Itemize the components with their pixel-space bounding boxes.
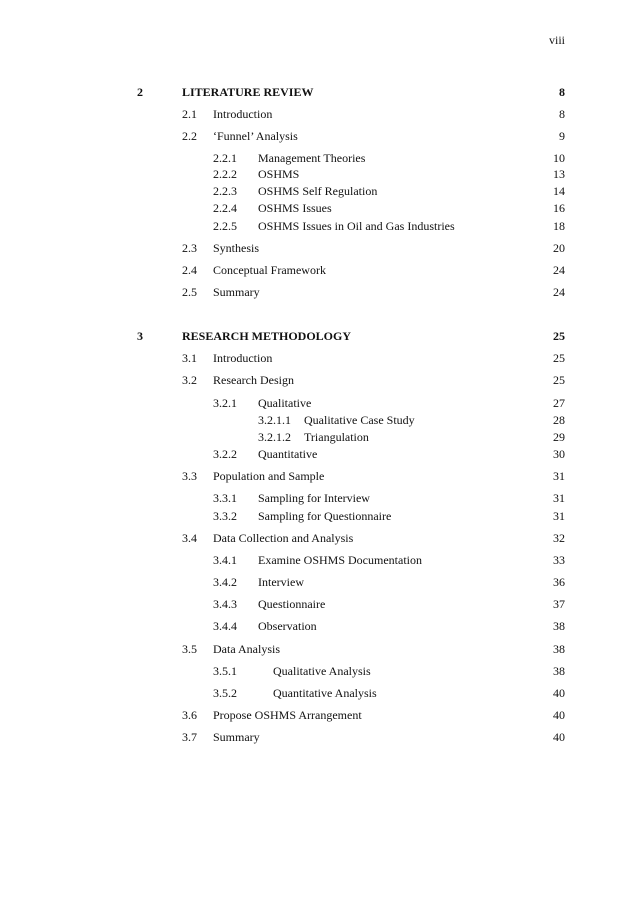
toc-subsection-3-4-2[interactable]	[0, 574, 638, 590]
subsection-title: Quantitative Analysis	[273, 686, 377, 700]
subsubsection-title: Triangulation	[304, 430, 369, 444]
section-number: 2.4	[182, 263, 197, 277]
page-ref: 37	[553, 597, 565, 611]
toc-chapter-2[interactable]	[0, 84, 638, 100]
page-ref: 10	[553, 151, 565, 165]
page-ref: 32	[553, 531, 565, 545]
subsection-title: Sampling for Interview	[258, 491, 370, 505]
toc-subsection-3-2-2[interactable]	[0, 446, 638, 462]
toc-section-3-2[interactable]	[0, 372, 638, 388]
section-number: 3.5	[182, 642, 197, 656]
section-number: 3.6	[182, 708, 197, 722]
toc-section-3-7[interactable]	[0, 729, 638, 745]
subsection-title: Sampling for Questionnaire	[258, 509, 392, 523]
toc-section-3-5[interactable]	[0, 641, 638, 657]
section-number: 3.7	[182, 730, 197, 744]
section-title: ‘Funnel’ Analysis	[213, 129, 298, 143]
page-ref: 40	[553, 708, 565, 722]
toc-section-3-3[interactable]	[0, 468, 638, 484]
page-ref: 29	[553, 430, 565, 444]
toc-subsubsection-3-2-1-2[interactable]	[0, 429, 638, 445]
page-ref: 27	[553, 396, 565, 410]
subsection-title: Examine OSHMS Documentation	[258, 553, 422, 567]
subsection-title: Observation	[258, 619, 317, 633]
toc-subsection-3-4-3[interactable]	[0, 596, 638, 612]
subsection-title: Interview	[258, 575, 304, 589]
section-number: 3.4	[182, 531, 197, 545]
section-title: Synthesis	[213, 241, 260, 255]
page-ref: 9	[559, 129, 565, 143]
toc-subsection-2-2-2[interactable]	[0, 166, 638, 182]
toc-subsection-2-2-1[interactable]	[0, 150, 638, 166]
subsection-title: OSHMS Self Regulation	[258, 184, 378, 198]
page-ref: 14	[553, 184, 565, 198]
page-ref: 28	[553, 413, 565, 427]
page-ref: 13	[553, 167, 565, 181]
subsection-number: 2.2.4	[213, 201, 237, 215]
page-ref: 30	[553, 447, 565, 461]
page-ref: 38	[553, 642, 565, 656]
page-ref: 20	[553, 241, 565, 255]
page-number: viii	[548, 33, 565, 47]
toc-section-3-6[interactable]	[0, 707, 638, 723]
toc-section-3-4[interactable]	[0, 530, 638, 546]
subsection-number: 3.4.3	[213, 597, 237, 611]
section-title: Population and Sample	[213, 469, 325, 483]
subsection-number: 3.4.2	[213, 575, 237, 589]
toc-chapter-3[interactable]	[0, 328, 638, 344]
toc-subsubsection-3-2-1-1[interactable]	[0, 412, 638, 428]
subsection-title: OSHMS	[258, 167, 300, 181]
section-title: Data Collection and Analysis	[213, 531, 354, 545]
chapter-number: 2	[137, 85, 143, 99]
subsection-title: OSHMS Issues in Oil and Gas Industries	[258, 219, 455, 233]
page-ref: 31	[553, 491, 565, 505]
section-title: Summary	[213, 730, 260, 744]
section-title: Data Analysis	[213, 642, 280, 656]
section-number: 2.1	[182, 107, 197, 121]
chapter-number: 3	[137, 329, 143, 343]
toc-subsection-3-3-1[interactable]	[0, 490, 638, 506]
subsection-number: 2.2.3	[213, 184, 237, 198]
subsection-title: Management Theories	[258, 151, 366, 165]
subsection-number: 3.4.1	[213, 553, 237, 567]
section-title: Propose OSHMS Arrangement	[213, 708, 362, 722]
page-ref: 16	[553, 201, 565, 215]
subsection-number: 3.3.1	[213, 491, 237, 505]
section-number: 2.2	[182, 129, 197, 143]
page-ref: 36	[553, 575, 565, 589]
subsection-number: 3.3.2	[213, 509, 237, 523]
section-number: 3.3	[182, 469, 197, 483]
toc-subsection-2-2-5[interactable]	[0, 218, 638, 234]
subsection-number: 2.2.1	[213, 151, 237, 165]
section-number: 2.5	[182, 285, 197, 299]
page-ref: 8	[559, 85, 565, 99]
toc-subsection-3-4-1[interactable]	[0, 552, 638, 568]
subsection-title: Questionnaire	[258, 597, 326, 611]
toc-subsection-3-4-4[interactable]	[0, 618, 638, 634]
toc-section-2-4[interactable]	[0, 262, 638, 278]
subsubsection-number: 3.2.1.2	[258, 430, 291, 444]
page-ref: 25	[553, 329, 565, 343]
page-ref: 40	[553, 686, 565, 700]
toc-section-2-2[interactable]	[0, 128, 638, 144]
page-ref: 38	[553, 619, 565, 633]
subsection-number: 3.4.4	[213, 619, 237, 633]
toc-section-2-1[interactable]	[0, 106, 638, 122]
section-title: Introduction	[213, 107, 273, 121]
page-ref: 25	[553, 351, 565, 365]
section-number: 3.2	[182, 373, 197, 387]
toc-subsection-3-2-1[interactable]	[0, 395, 638, 411]
toc-subsection-2-2-3[interactable]	[0, 183, 638, 199]
page-ref: 25	[553, 373, 565, 387]
page-ref: 33	[553, 553, 565, 567]
section-number: 3.1	[182, 351, 197, 365]
toc-subsection-3-5-1[interactable]	[0, 663, 638, 679]
toc-subsection-2-2-4[interactable]	[0, 200, 638, 216]
subsection-number: 3.5.1	[213, 664, 237, 678]
page-ref: 8	[559, 107, 565, 121]
toc-section-2-5[interactable]	[0, 284, 638, 300]
toc-subsection-3-3-2[interactable]	[0, 508, 638, 524]
page-ref: 40	[553, 730, 565, 744]
toc-section-2-3[interactable]	[0, 240, 638, 256]
chapter-title: LITERATURE REVIEW	[182, 85, 314, 99]
subsection-title: OSHMS Issues	[258, 201, 332, 215]
page-ref: 31	[553, 469, 565, 483]
page-ref: 24	[553, 285, 565, 299]
toc-section-3-1[interactable]	[0, 350, 638, 366]
subsection-number: 3.2.2	[213, 447, 237, 461]
subsection-number: 3.2.1	[213, 396, 237, 410]
chapter-title: RESEARCH METHODOLOGY	[182, 329, 352, 343]
section-title: Research Design	[213, 373, 294, 387]
page-ref: 31	[553, 509, 565, 523]
subsection-title: Quantitative	[258, 447, 318, 461]
subsection-number: 2.2.2	[213, 167, 237, 181]
section-number: 2.3	[182, 241, 197, 255]
section-title: Introduction	[213, 351, 273, 365]
page-ref: 18	[553, 219, 565, 233]
subsection-number: 2.2.5	[213, 219, 237, 233]
page-ref: 38	[553, 664, 565, 678]
subsection-title: Qualitative	[258, 396, 312, 410]
subsection-title: Qualitative Analysis	[273, 664, 371, 678]
subsubsection-title: Qualitative Case Study	[304, 413, 415, 427]
page-ref: 24	[553, 263, 565, 277]
section-title: Summary	[213, 285, 260, 299]
subsection-number: 3.5.2	[213, 686, 237, 700]
section-title: Conceptual Framework	[213, 263, 326, 277]
subsubsection-number: 3.2.1.1	[258, 413, 291, 427]
toc-subsection-3-5-2[interactable]	[0, 685, 638, 701]
